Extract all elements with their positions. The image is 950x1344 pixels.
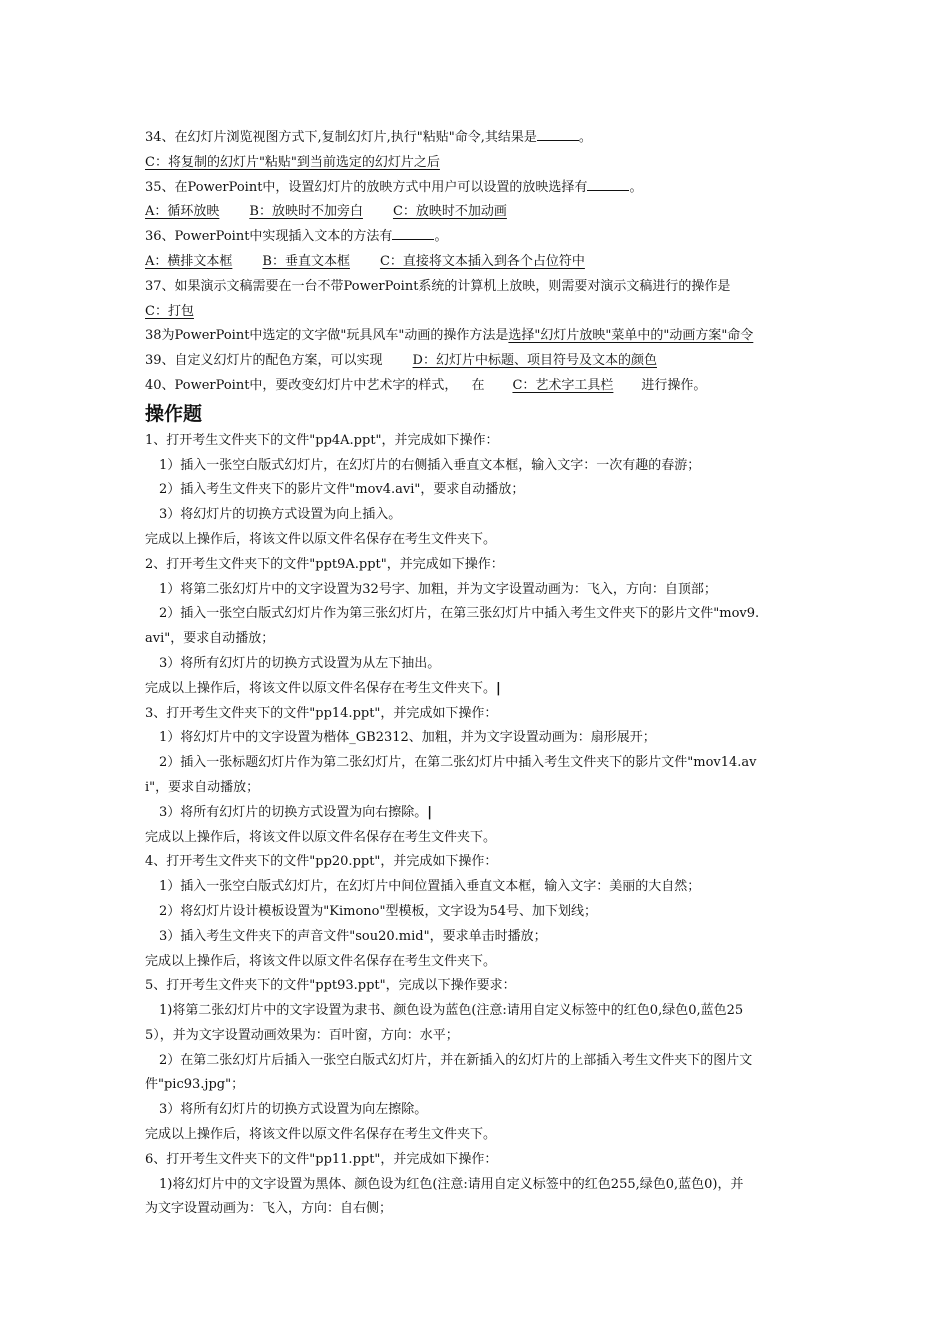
op-2-step-2: 2）插入一张空白版式幻灯片作为第三张幻灯片，在第三张幻灯片中插入考生文件夹下的影片文件"mov9.	[159, 606, 760, 622]
answer-35: A：循环放映 B：放映时不加旁白 C：放映时不加动画	[145, 204, 507, 220]
op-1-title: 1、打开考生文件夹下的文件"pp4A.ppt"，并完成如下操作：	[145, 432, 499, 448]
op-1-step-2: 2）插入考生文件夹下的影片文件"mov4.avi"，要求自动播放；	[159, 482, 525, 498]
op-1-step-3: 3）将幻灯片的切换方式设置为向上插入。	[159, 507, 402, 523]
op-1-step-1: 1）插入一张空白版式幻灯片，在幻灯片的右侧插入垂直文本框，输入文字：一次有趣的春游；	[159, 457, 701, 473]
op-3-done: 完成以上操作后，将该文件以原文件名保存在考生文件夹下。	[145, 829, 497, 845]
op-6-step-1: 1)将幻灯片中的文字设置为黑体、颜色设为红色(注意:请用自定义标签中的红色255,绿色0,蓝色0)，并	[159, 1176, 744, 1192]
op-3-step-3: 3）将所有幻灯片的切换方式设置为向右擦除。|	[159, 804, 433, 820]
answer-blank	[392, 227, 434, 240]
text-cursor: |	[496, 680, 501, 696]
document-body	[145, 126, 810, 1222]
op-2-done: 完成以上操作后，将该文件以原文件名保存在考生文件夹下。|	[145, 680, 501, 696]
op-3-step-1: 1）将幻灯片中的文字设置为楷体_GB2312、加粗，并为文字设置动画为：扇形展开；	[159, 730, 656, 746]
op-6-step-1-cont: 为文字设置动画为：飞入，方向：自右侧；	[145, 1201, 393, 1217]
op-5-step-1: 1)将第二张幻灯片中的文字设置为隶书、颜色设为蓝色(注意:请用自定义标签中的红色0,绿色0,蓝色25	[159, 1003, 744, 1019]
op-4-step-1: 1）插入一张空白版式幻灯片，在幻灯片中间位置插入垂直文本框，输入文字：美丽的大自然；	[159, 879, 701, 895]
question-40: 40、PowerPoint中，要改变幻灯片中艺术字的样式， 在 C：艺术字工具栏 进行操作。	[145, 377, 707, 393]
op-5-step-2: 2）在第二张幻灯片后插入一张空白版式幻灯片，并在新插入的幻灯片的上部插入考生文件夹下的图片文	[159, 1052, 753, 1068]
op-4-step-3: 3）插入考生文件夹下的声音文件"sou20.mid"，要求单击时播放；	[159, 928, 547, 944]
question-39: 39、自定义幻灯片的配色方案，可以实现 D：幻灯片中标题、项目符号及文本的颜色	[145, 353, 657, 369]
section-heading: 操作题	[145, 402, 203, 425]
op-5-step-2-cont: 件"pic93.jpg"；	[145, 1077, 245, 1093]
op-3-title: 3、打开考生文件夹下的文件"pp14.ppt"，并完成如下操作：	[145, 705, 498, 721]
op-6-title: 6、打开考生文件夹下的文件"pp11.ppt"，并完成如下操作：	[145, 1151, 498, 1167]
op-2-title: 2、打开考生文件夹下的文件"ppt9A.ppt"，并完成如下操作：	[145, 556, 504, 572]
question-36: 36、PowerPoint中实现插入文本的方法有 。	[145, 229, 448, 245]
answer-37: C：打包	[145, 303, 194, 319]
op-5-step-3: 3）将所有幻灯片的切换方式设置为向左擦除。	[159, 1102, 428, 1118]
question-35: 35、在PowerPoint中，设置幻灯片的放映方式中用户可以设置的放映选择有 。	[145, 179, 643, 195]
op-4-step-2: 2）将幻灯片设计模板设置为"Kimono"型模板，文字设为54号、加下划线；	[159, 903, 597, 919]
answer-blank	[537, 128, 579, 141]
question-38: 38为PowerPoint中选定的文字做"玩具风车"动画的操作方法是选择"幻灯片放映"菜单中的"动画方案"命令	[145, 328, 754, 344]
op-4-title: 4、打开考生文件夹下的文件"pp20.ppt"，并完成如下操作：	[145, 854, 498, 870]
text-cursor: |	[427, 804, 433, 820]
op-1-done: 完成以上操作后，将该文件以原文件名保存在考生文件夹下。	[145, 531, 497, 547]
question-37: 37、如果演示文稿需要在一台不带PowerPoint系统的计算机上放映，则需要对演示文稿进行的操作是	[145, 278, 731, 294]
op-3-step-2-cont: i"，要求自动播放；	[145, 779, 260, 795]
answer-blank	[587, 178, 629, 191]
answer-36: A：横排文本框 B：垂直文本框 C：直接将文本插入到各个占位符中	[145, 253, 585, 269]
op-3-step-2: 2）插入一张标题幻灯片作为第二张幻灯片，在第二张幻灯片中插入考生文件夹下的影片文件"mov14.av	[159, 755, 757, 771]
answer-34: C：将复制的幻灯片"粘贴"到当前选定的幻灯片之后	[145, 154, 440, 170]
op-2-step-2-cont: avi"，要求自动播放；	[145, 631, 275, 647]
op-5-step-1-cont: 5），并为文字设置动画效果为：百叶窗，方向：水平；	[145, 1027, 459, 1043]
op-2-step-3: 3）将所有幻灯片的切换方式设置为从左下抽出。	[159, 655, 441, 671]
op-2-step-1: 1）将第二张幻灯片中的文字设置为32号字、加粗，并为文字设置动画为：飞入，方向：自顶部；	[159, 581, 717, 597]
op-4-done: 完成以上操作后，将该文件以原文件名保存在考生文件夹下。	[145, 953, 497, 969]
question-34: 34、在幻灯片浏览视图方式下,复制幻灯片,执行"粘贴"命令,其结果是 。	[145, 130, 592, 145]
op-5-done: 完成以上操作后，将该文件以原文件名保存在考生文件夹下。	[145, 1127, 497, 1143]
op-5-title: 5、打开考生文件夹下的文件"ppt93.ppt"，完成以下操作要求：	[145, 978, 516, 994]
